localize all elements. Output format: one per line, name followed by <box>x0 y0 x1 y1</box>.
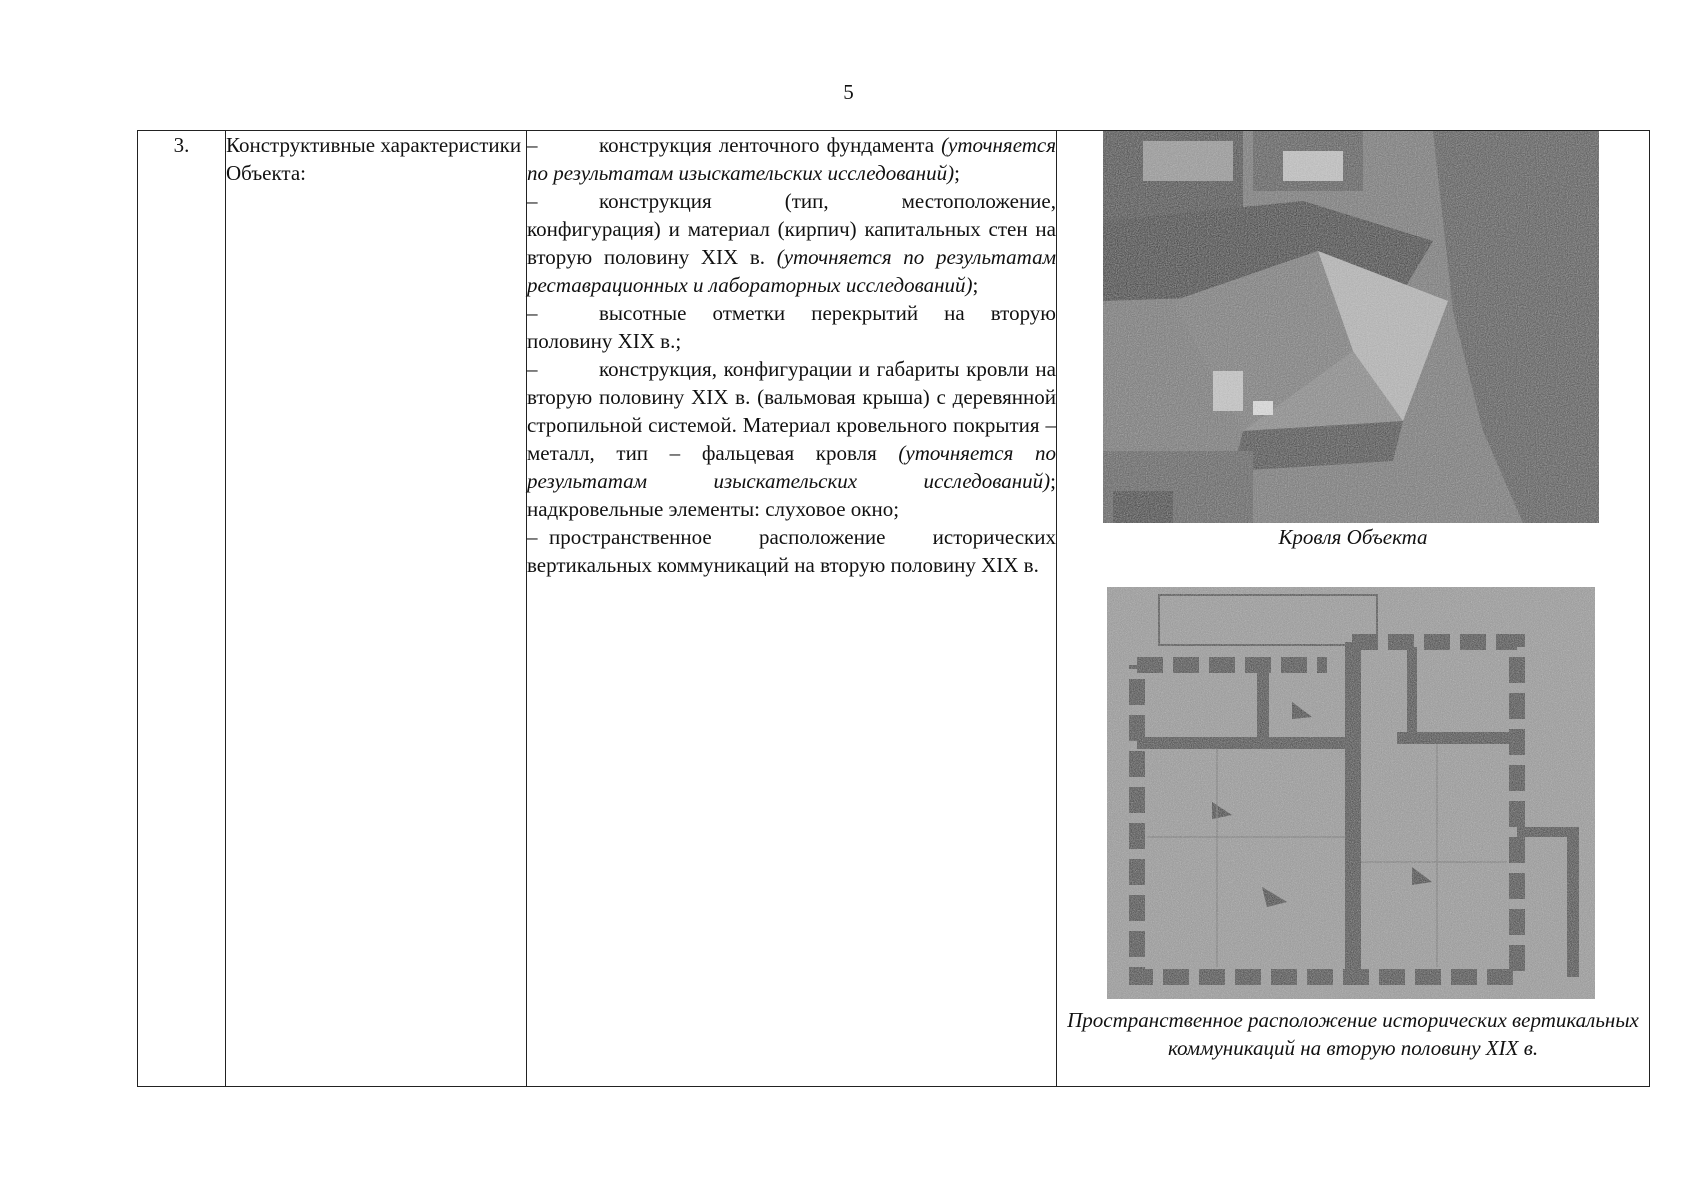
figures-cell <box>1057 131 1650 1087</box>
item-note: (уточняется по результатам изыскательских исследований) <box>527 441 1056 493</box>
item-text: конструкция (тип, местоположение, конфигурация) и материал (кирпич) капитальных стен на вторую половину XIX в. <box>527 189 1056 269</box>
plan-caption: Пространственное расположение исторических вертикальных коммуникаций на вторую половину XIX в. <box>1067 1008 1639 1060</box>
item-dash: – <box>527 525 538 549</box>
row-description <box>527 131 1057 1087</box>
item-dash: – <box>527 133 538 157</box>
roof-photo <box>1103 131 1599 523</box>
page-number: 5 <box>843 80 854 104</box>
item-text: конструкция, конфигурации и габариты кровли на вторую половину XIX в. (вальмовая крыша) с деревянной стропильной системой. Материал кровельного покрытия – металл, тип – фальцевая кровля <box>527 357 1056 465</box>
item-text: конструкция ленточного фундамента <box>599 133 942 157</box>
list-item <box>527 187 1056 299</box>
item-text: высотные отметки перекрытий на вторую половину XIX в.; <box>527 301 1056 353</box>
item-tail: ; <box>972 273 979 297</box>
list-item <box>527 299 1056 355</box>
characteristics-table <box>137 130 1650 1087</box>
row-number: 3. <box>138 131 226 1087</box>
item-dash: – <box>527 301 538 325</box>
floor-plan-image <box>1107 587 1595 999</box>
item-text: пространственное расположение исторических вертикальных коммуникаций на вторую половину XIX в. <box>527 525 1056 577</box>
item-tail: ; надкровельные элементы: слуховое окно; <box>527 469 1056 521</box>
item-note: (уточняется по результатам реставрационных и лабораторных исследований) <box>527 245 1056 297</box>
list-item <box>527 355 1056 523</box>
item-dash: – <box>527 189 538 213</box>
roof-caption: Кровля Объекта <box>1278 525 1428 549</box>
row-title: Конструктивные характеристики Объекта: <box>226 131 527 1087</box>
list-item <box>527 523 1056 579</box>
item-tail: ; <box>954 161 960 185</box>
list-item <box>527 131 1056 187</box>
item-note: (уточняется по результатам изыскательских исследований) <box>527 133 1056 185</box>
item-dash: – <box>527 357 538 381</box>
table-row <box>138 131 1650 1087</box>
